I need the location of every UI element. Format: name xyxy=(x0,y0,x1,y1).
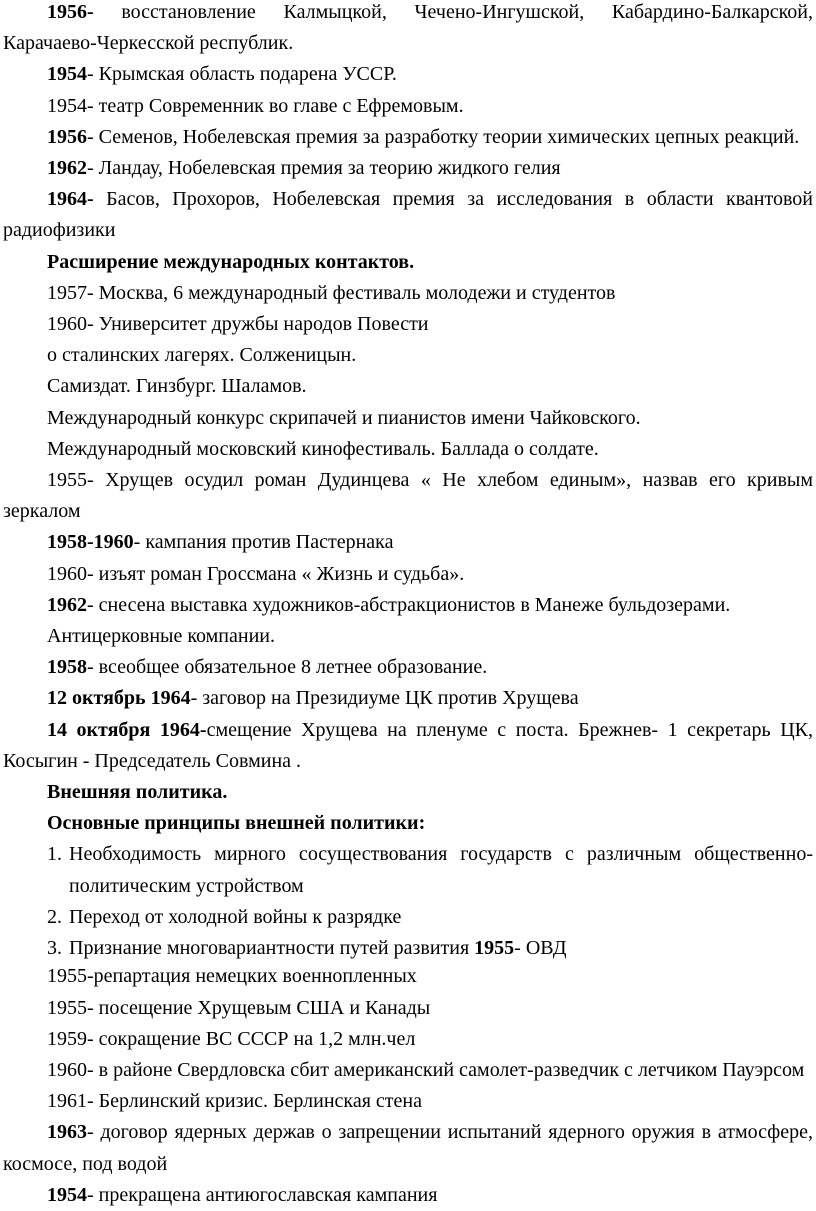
paragraph: 1956- Семенов, Нобелевская премия за разработку теории химических цепных реакций. xyxy=(47,125,800,148)
paragraph: о сталинских лагерях. Солженицын. xyxy=(47,344,357,367)
list-text: Признание многовариантности путей развития 1955- ОВД xyxy=(69,937,567,960)
paragraph: Антицерковные компании. xyxy=(47,625,275,648)
paragraph: 1962- снесена выставка художников-абстракционистов в Манеже бульдозерами. xyxy=(47,593,731,616)
list-item xyxy=(3,933,813,964)
paragraph: 1954- прекращена антиюгославская кампания xyxy=(47,1183,438,1206)
paragraphs-block xyxy=(3,0,813,839)
paragraph: 12 октябрь 1964- заговор на Президиуме ЦК против Хрущева xyxy=(47,687,579,710)
paragraph: 1960- изъят роман Гроссмана « Жизнь и судьба». xyxy=(47,562,465,585)
paragraph: 1958-1960- кампания против Пастернака xyxy=(47,531,394,554)
list-item xyxy=(3,902,813,933)
paragraph: 1962- Ландау, Нобелевская премия за теорию жидкого гелия xyxy=(47,157,561,180)
paragraph: 1964- Басов, Прохоров, Нобелевская премия за исследования в области квантовой радиофизики xyxy=(3,188,813,242)
paragraph: 1954- театр Современник во главе с Ефремовым. xyxy=(47,94,464,117)
paragraph: 1961- Берлинский кризис. Берлинская стена xyxy=(47,1090,422,1113)
paragraph: 1959- сокращение ВС СССР на 1,2 млн.чел xyxy=(47,1027,416,1050)
paragraph: 1958- всеобщее обязательное 8 летнее образование. xyxy=(47,656,488,679)
paragraph: 1963- договор ядерных держав о запрещении испытаний ядерного оружия в атмосфере, космосе, под водой xyxy=(3,1121,813,1175)
paragraph: 14 октября 1964-смещение Хрущева на пленуме с поста. Брежнев- 1 секретарь ЦК, Косыгин - Председатель Совмина . xyxy=(3,718,813,772)
list-text: Необходимость мирного сосуществования государств с различным общественно-политическим устройством xyxy=(69,843,813,897)
section-heading: Внешняя политика. xyxy=(47,781,228,804)
paragraph: 1960- в районе Свердловска сбит американский самолет-разведчик с летчиком Пауэрсом xyxy=(47,1058,805,1081)
paragraph: 1955- посещение Хрущевым США и Канады xyxy=(47,996,431,1019)
list-item xyxy=(3,839,813,901)
paragraph: 1955-репартация немецких военнопленных xyxy=(47,965,417,988)
principles-list xyxy=(3,839,813,964)
list-number: 2. xyxy=(47,905,62,928)
list-number: 3. xyxy=(47,937,62,960)
section-heading: Расширение международных контактов. xyxy=(47,250,415,273)
list-number: 1. xyxy=(47,843,62,866)
paragraph: 1955- Хрущев осудил роман Дудинцева « Не хлебом единым», назвав его кривым зеркалом xyxy=(3,469,813,523)
section-heading: Основные принципы внешней политики: xyxy=(47,812,426,835)
paragraph: Международный конкурс скрипачей и пианистов имени Чайковского. xyxy=(47,406,641,429)
paragraph: 1957- Москва, 6 международный фестиваль молодежи и студентов xyxy=(47,281,616,304)
paragraph: 1956- восстановление Калмыцкой, Чечено-Ингушской, Кабардино-Балкарской, Карачаево-Черкесской республик. xyxy=(3,1,813,55)
paragraph: Самиздат. Гинзбург. Шаламов. xyxy=(47,375,307,398)
paragraph: 1954- Крымская область подарена УССР. xyxy=(47,63,397,86)
list-text: Переход от холодной войны к разрядке xyxy=(69,905,402,928)
foreign-events-block xyxy=(3,961,813,1211)
paragraph: Международный московский кинофестиваль. Баллада о солдате. xyxy=(47,437,599,460)
paragraph: 1960- Университет дружбы народов Повести xyxy=(47,313,429,336)
